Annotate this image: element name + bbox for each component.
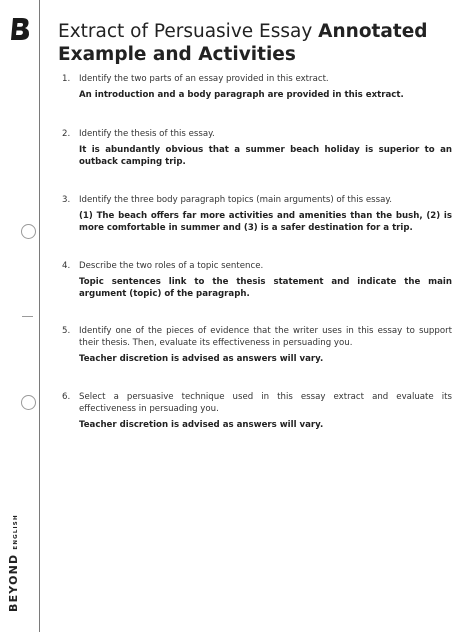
question-item — [62, 73, 452, 101]
answer-text: It is abundantly obvious that a summer beach holiday is superior to an outback camping trip. — [79, 145, 452, 167]
question-item — [62, 325, 452, 365]
question-item — [62, 128, 452, 168]
title-light: Extract of Persuasive Essay — [58, 21, 319, 42]
question-text: Identify the three body paragraph topics (main arguments) of this essay. — [79, 195, 392, 205]
answer-text: Teacher discretion is advised as answers will vary. — [79, 354, 324, 364]
brand-wordmark — [2, 514, 21, 612]
binder-hole-top — [21, 224, 36, 239]
title-bold-2: Example and Activities — [58, 44, 296, 65]
fold-mark — [22, 316, 33, 317]
question-text: Identify the thesis of this essay. — [79, 129, 215, 139]
question-number: 4. — [62, 261, 71, 271]
question-number: 6. — [62, 392, 71, 402]
answer-text: Teacher discretion is advised as answers will vary. — [79, 420, 324, 430]
brand-sub: ENGLISH — [13, 514, 19, 550]
brand-name: BEYOND — [7, 553, 20, 612]
question-text: Select a persuasive technique used in this essay extract and evaluate its effectiveness in persuading you. — [79, 392, 452, 414]
question-text: Identify one of the pieces of evidence that the writer uses in this essay to support their thesis. Then, evaluate its effectiveness in persuading you. — [79, 326, 452, 348]
question-text: Describe the two roles of a topic sentence. — [79, 261, 264, 271]
beyond-logo-icon — [10, 17, 32, 41]
answer-text: (1) The beach offers far more activities and amenities than the bush, (2) is more comfortable in summer and (3) is a safer destination for a trip. — [79, 211, 452, 233]
title-bold-1: Annotated — [318, 21, 428, 42]
question-item — [62, 260, 452, 300]
margin-line — [39, 0, 40, 632]
answer-text: Topic sentences link to the thesis statement and indicate the main argument (topic) of the paragraph. — [79, 277, 452, 299]
question-number: 1. — [62, 74, 71, 84]
question-text: Identify the two parts of an essay provided in this extract. — [79, 74, 329, 84]
question-item — [62, 194, 452, 234]
answer-text: An introduction and a body paragraph are provided in this extract. — [79, 90, 404, 100]
question-number: 5. — [62, 326, 71, 336]
question-item — [62, 391, 452, 431]
question-number: 3. — [62, 195, 71, 205]
binder-hole-bottom — [21, 395, 36, 410]
page-title — [58, 20, 463, 66]
question-number: 2. — [62, 129, 71, 139]
